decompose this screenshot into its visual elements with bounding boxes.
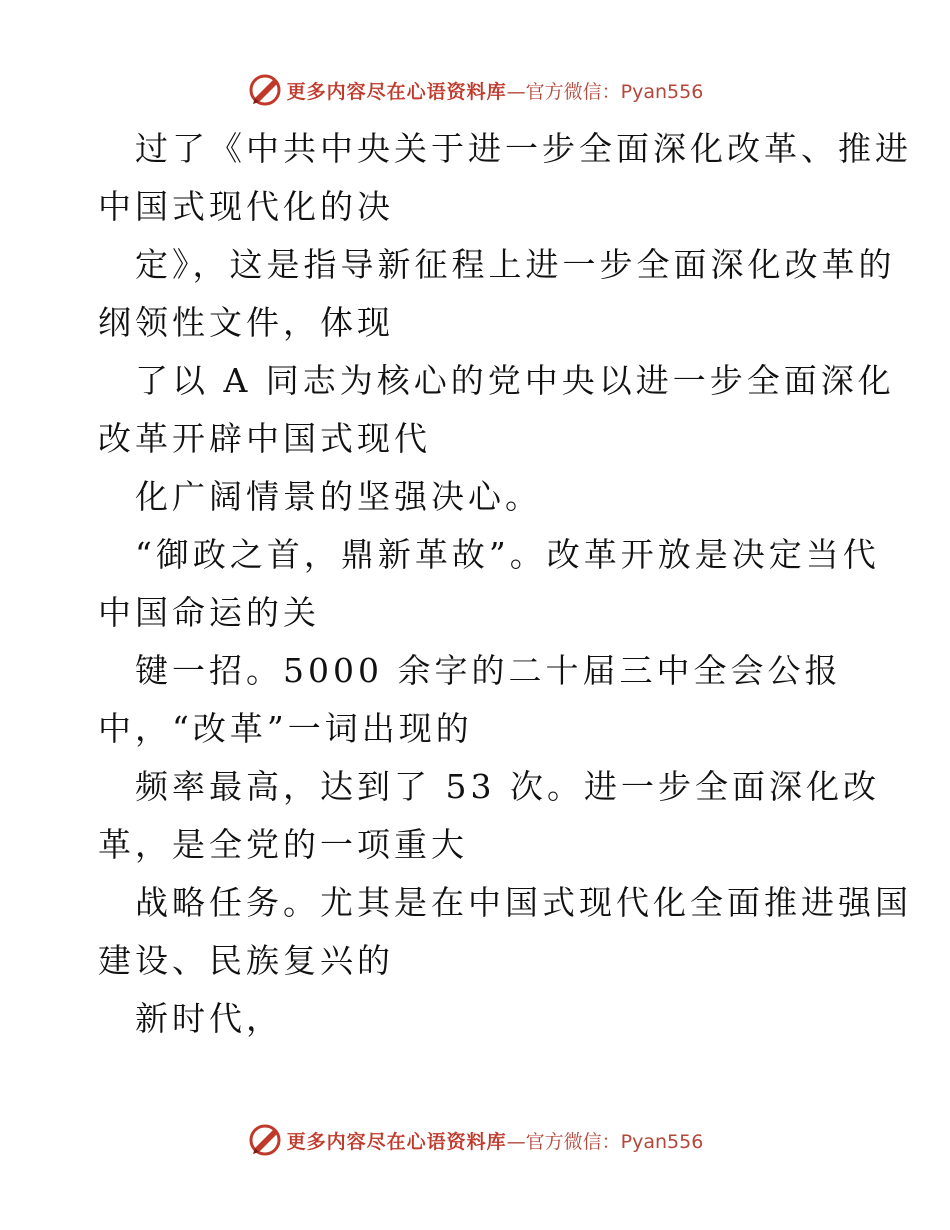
paragraph-line: 战略任务。尤其是在中国式现代化全面推进强国 — [135, 883, 912, 922]
paragraph-line: 中，“改革”一词出现的 — [98, 709, 473, 748]
paragraph-line: 革，是全党的一项重大 — [98, 825, 468, 864]
header-wechat-text: —官方微信：Pyan556 — [506, 80, 704, 103]
footer-banner-text: 更多内容尽在心语资料库 — [286, 1130, 507, 1153]
paragraph-line: 键一招。5000 余字的二十届三中全会公报 — [135, 651, 842, 690]
paragraph-line: 改革开辟中国式现代 — [98, 419, 431, 458]
paragraph-line: “御政之首，鼎新革故”。改革开放是决定当代 — [135, 535, 880, 574]
paragraph-line: 中国式现代化的决 — [98, 187, 394, 226]
paragraph-line: 定》，这是指导新征程上进一步全面深化改革的 — [135, 245, 896, 284]
paragraph-line: 新时代， — [135, 999, 283, 1038]
paragraph-line: 化广阔情景的坚强决心。 — [135, 477, 542, 516]
paragraph-line: 了以 A 同志为核心的党中央以进一步全面深化 — [135, 361, 895, 400]
footer-wechat-text: —官方微信：Pyan556 — [506, 1130, 704, 1153]
footer-watermark-banner — [0, 1120, 950, 1160]
paragraph-line: 频率最高，达到了 53 次。进一步全面深化改 — [135, 767, 880, 806]
header-banner-text: 更多内容尽在心语资料库 — [286, 80, 507, 103]
paragraph-line: 中国命运的关 — [98, 593, 320, 632]
pen-logo-icon — [247, 1122, 283, 1158]
paragraph-line: 建设、民族复兴的 — [98, 941, 394, 980]
pen-logo-icon — [247, 72, 283, 108]
paragraph-line: 纲领性文件，体现 — [98, 303, 394, 342]
paragraph-line: 过了《中共中央关于进一步全面深化改革、推进 — [135, 129, 912, 168]
header-watermark-banner — [0, 70, 950, 110]
